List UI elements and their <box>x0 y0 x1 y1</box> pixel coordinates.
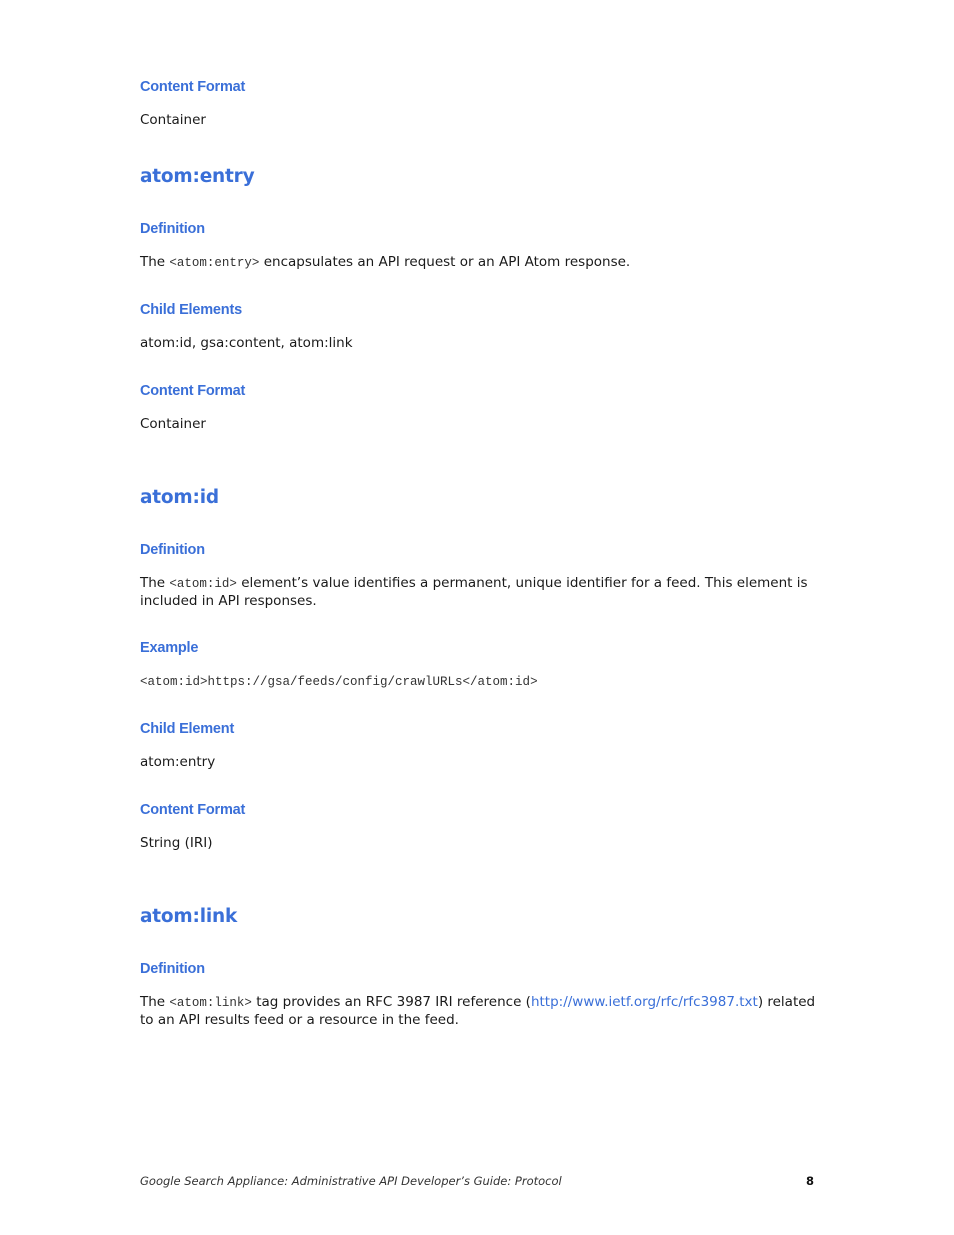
content-format-heading: Content Format <box>140 383 246 399</box>
content-format-value: String (IRI) <box>140 835 213 851</box>
child-element-heading: Child Element <box>140 721 235 737</box>
footer-doc-title: Google Search Appliance: Administrative API Developer’s Guide: Protocol <box>140 1174 562 1188</box>
section-title-atom-id: atom:id <box>140 487 219 508</box>
definition-text: The <atom:entry> encapsulates an API request or an API Atom response. <box>140 254 631 270</box>
content-format-value: Container <box>140 416 206 432</box>
child-element-value: atom:entry <box>140 754 216 770</box>
definition-text: The <atom:link> tag provides an RFC 3987 IRI reference (http://www.ietf.org/rfc/rfc3987.txt) related to an API results feed or a resource in the feed. <box>140 994 816 1028</box>
child-elements-heading: Child Elements <box>140 302 242 318</box>
page-number: 8 <box>806 1174 815 1188</box>
content-format-heading: Content Format <box>140 79 246 95</box>
definition-heading: Definition <box>140 961 205 977</box>
section-title-atom-link: atom:link <box>140 906 238 927</box>
inline-code: <atom:id> <box>169 577 237 591</box>
content-format-heading: Content Format <box>140 802 246 818</box>
definition-heading: Definition <box>140 542 205 558</box>
example-heading: Example <box>140 640 199 656</box>
rfc-link[interactable]: http://www.ietf.org/rfc/rfc3987.txt <box>530 994 758 1010</box>
section-title-atom-entry: atom:entry <box>140 166 255 187</box>
content-format-value: Container <box>140 112 206 128</box>
inline-code: <atom:link> <box>169 996 252 1010</box>
inline-code: <atom:entry> <box>169 256 260 270</box>
definition-text: The <atom:id> element’s value identifies a permanent, unique identifier for a feed. This element is included in API responses. <box>140 575 808 609</box>
child-elements-value: atom:id, gsa:content, atom:link <box>140 335 353 351</box>
definition-heading: Definition <box>140 221 205 237</box>
example-code: <atom:id>https://gsa/feeds/config/crawlURLs</atom:id> <box>140 675 538 689</box>
